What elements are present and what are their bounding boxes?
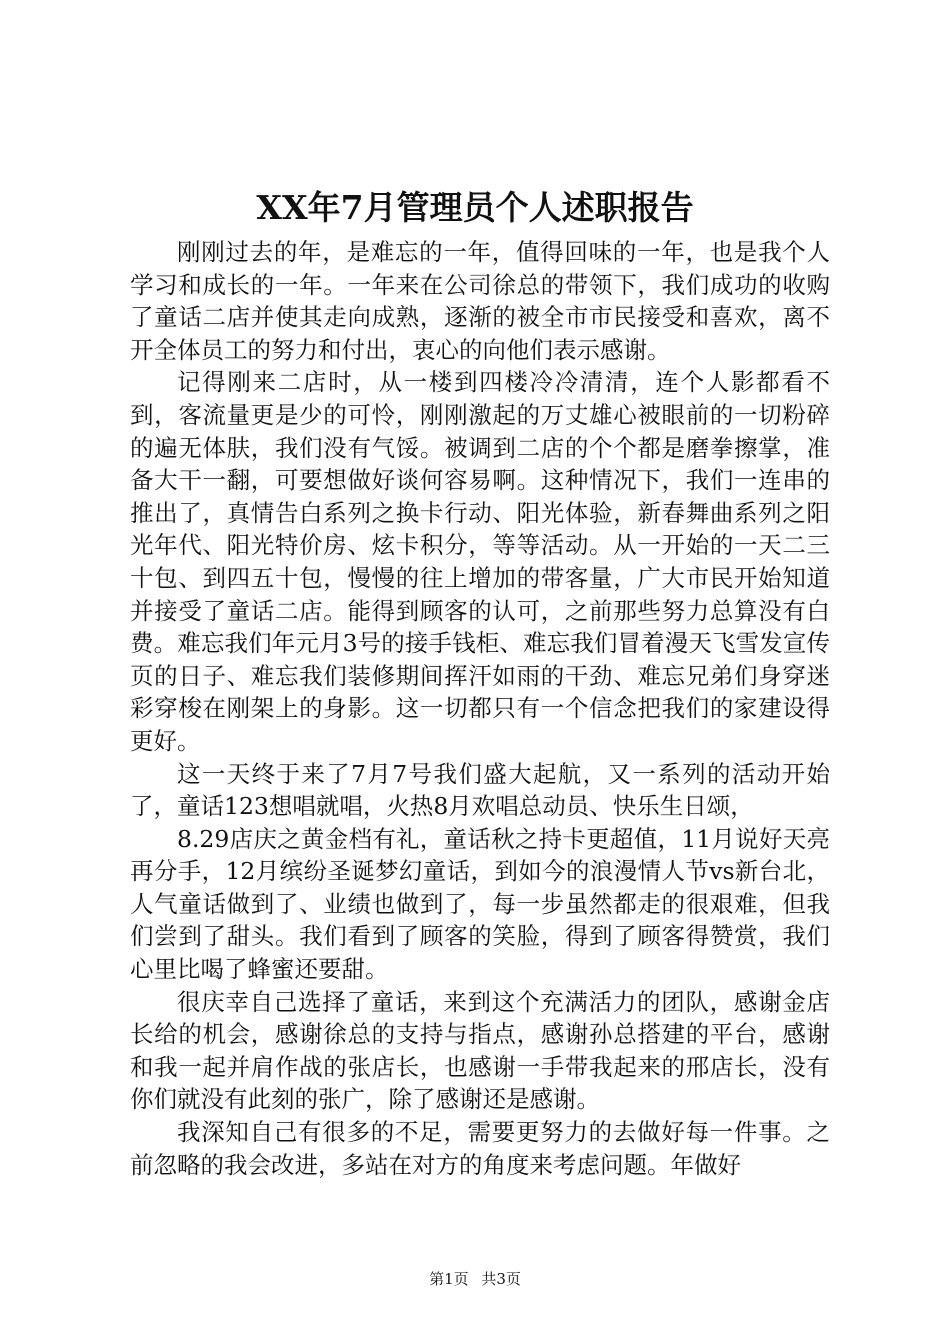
page-total: 共3页: [481, 1270, 521, 1288]
paragraph-1: 刚刚过去的年，是难忘的一年，值得回味的一年，也是我个人学习和成长的一年。一年来在公司徐总的带领下，我们成功的收购了童话二店并使其走向成熟，逐渐的被全市市民接受和喜欢，离不开全体员工的努力和付出，衷心的向他们表示感谢。: [130, 238, 830, 364]
document-body: [130, 236, 830, 1181]
paragraph-4: 8.29店庆之黄金档有礼，童话秋之持卡更超值，11月说好天亮再分手，12月缤纷圣诞梦幻童话，到如今的浪漫情人节vs新台北，人气童话做到了、业绩也做到了，每一步虽然都走的很艰难，但我们尝到了甜头。我们看到了顾客的笑脸，得到了顾客得赞赏，我们心里比喝了蜂蜜还要甜。: [130, 824, 830, 984]
page-number: 第1页: [429, 1270, 469, 1288]
paragraph-6: 我深知自己有很多的不足，需要更努力的去做好每一件事。之前忽略的我会改进，多站在对方的角度来考虑问题。年做好: [130, 1118, 830, 1179]
paragraph-2: 记得刚来二店时，从一楼到四楼冷冷清清，连个人影都看不到，客流量更是少的可怜，刚刚激起的万丈雄心被眼前的一切粉碎的遍无体肤，我们没有气馁。被调到二店的个个都是磨拳擦掌，准备大干一翻，可要想做好谈何容易啊。这种情况下，我们一连串的推出了，真情告白系列之换卡行动、阳光体验，新春舞曲系列之阳光年代、阳光特价房、炫卡积分，等等活动。从一开始的一天二三十包、到四五十包，慢慢的往上增加的带客量，广大市民开始知道并接受了童话二店。能得到顾客的认可，之前那些努力总算没有白费。难忘我们年元月3号的接手钱柜、难忘我们冒着漫天飞雪发宣传页的日子、难忘我们装修期间挥汗如雨的干劲、难忘兄弟们身穿迷彩穿梭在刚架上的身影。这一切都只有一个信念把我们的家建设得更好。: [130, 368, 830, 755]
paragraph-3: 这一天终于来了7月7号我们盛大起航，又一系列的活动开始了，童话123想唱就唱，火热8月欢唱总动员、快乐生日颂，: [130, 759, 830, 821]
paragraph-5: 很庆幸自己选择了童话，来到这个充满活力的团队，感谢金店长给的机会，感谢徐总的支持与指点，感谢孙总搭建的平台，感谢和我一起并肩作战的张店长，也感谢一手带我起来的邢店长，没有你们就没有此刻的张广，除了感谢还是感谢。: [130, 987, 830, 1114]
page-footer: [0, 1268, 950, 1290]
document-title: XX年7月管理员个人述职报告: [256, 188, 694, 227]
